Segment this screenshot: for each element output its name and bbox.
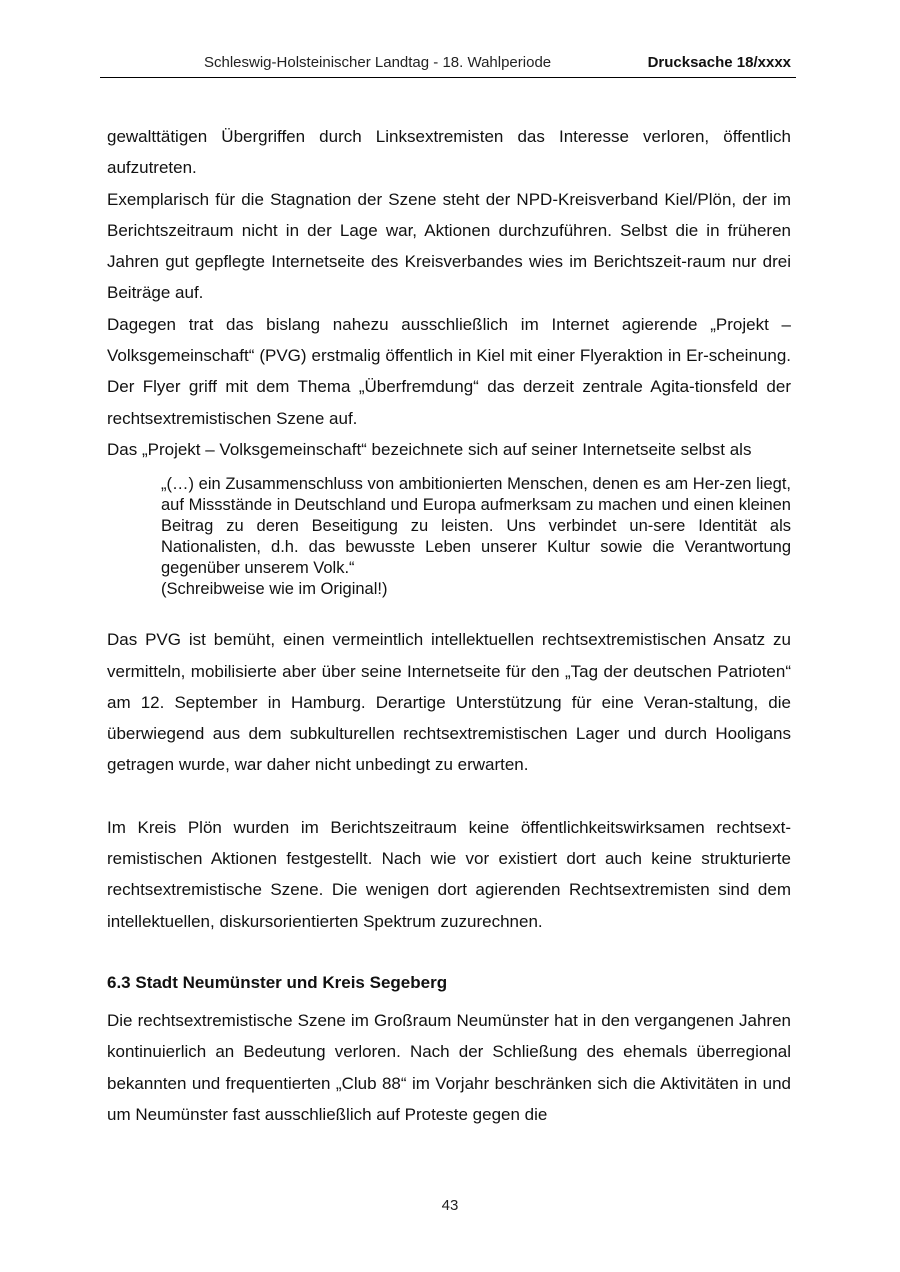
- body-text: [107, 121, 791, 1130]
- spacer: [107, 937, 791, 970]
- paragraph: gewalttätigen Übergriffen durch Linksextremisten das Interesse verloren, öffentlich aufzutreten.: [107, 127, 791, 178]
- page-number: 43: [441, 1197, 459, 1214]
- page-header: [100, 50, 796, 78]
- paragraph: Im Kreis Plön wurden im Berichtszeitraum keine öffentlichkeitswirksamen rechtsext-remistischen Aktionen festgestellt. Nach wie vor existiert dort auch keine strukturierte rechtsextremistische Szene. Die wenigen dort agierenden Rechtsextremisten sind dem intellektuellen, diskursorientierten Spektrum zuzurechnen.: [107, 817, 791, 931]
- spacer: [107, 996, 791, 1005]
- spacer: [107, 600, 791, 624]
- paragraph: Die rechtsextremistische Szene im Großraum Neumünster hat in den vergangenen Jahren kontinuierlich an Bedeutung verloren. Nach der Schließung des ehemals überregional bekannten und frequentierten „Club 88“ im Vorjahr beschränken sich die Aktivitäten in und um Neumünster fast ausschließlich auf Proteste gegen die: [107, 1010, 791, 1124]
- block-quote: „(…) ein Zusammenschluss von ambitionierten Menschen, denen es am Her-zen liegt, auf Missstände in Deutschland und Europa aufmerksam zu machen und einen kleinen Beitrag zu deren Beseitigung zu leisten. Uns verbindet un-sere Identität als Nationalisten, d.h. das bewusste Leben unserer Kultur sowie die Verantwortung gegenüber unserem Volk.“: [161, 475, 791, 578]
- paragraph: Dagegen trat das bislang nahezu ausschließlich im Internet agierende „Projekt – Volksgemeinschaft“ (PVG) erstmalig öffentlich in Kiel mit einer Flyeraktion in Er-scheinung. Der Flyer griff mit dem Thema „Überfremdung“ das derzeit zentrale Agita-tionsfeld der rechtsextremistischen Szene auf.: [107, 314, 791, 428]
- paragraph: Das PVG ist bemüht, einen vermeintlich intellektuellen rechtsextremistischen Ansatz zu vermitteln, mobilisierte aber über seine Internetseite für den „Tag der deutschen Patrioten“ am 12. September in Hamburg. Derartige Unterstützung für eine Veran-staltung, die überwiegend aus dem subkulturellen rechtsextremistischen Lager und durch Hooligans getragen wurde, war daher nicht unbedingt zu erwarten.: [107, 630, 791, 775]
- document-number: Drucksache 18/xxxx: [647, 54, 791, 71]
- paragraph: Das „Projekt – Volksgemeinschaft“ bezeichnete sich auf seiner Internetseite selbst als: [107, 439, 752, 459]
- spacer: [107, 781, 791, 812]
- quote-note: (Schreibweise wie im Original!): [161, 580, 388, 599]
- paragraph: Exemplarisch für die Stagnation der Szene steht der NPD-Kreisverband Kiel/Plön, der im Berichtszeitraum nicht in der Lage war, Aktionen durchzuführen. Selbst die in früheren Jahren gut gepflegte Internetseite des Kreisverbandes wies im Berichtszeit-raum nur drei Beiträge auf.: [107, 189, 791, 303]
- section-heading: 6.3 Stadt Neumünster und Kreis Segeberg: [107, 972, 448, 992]
- header-title: Schleswig-Holsteinischer Landtag - 18. Wahlperiode: [204, 54, 552, 71]
